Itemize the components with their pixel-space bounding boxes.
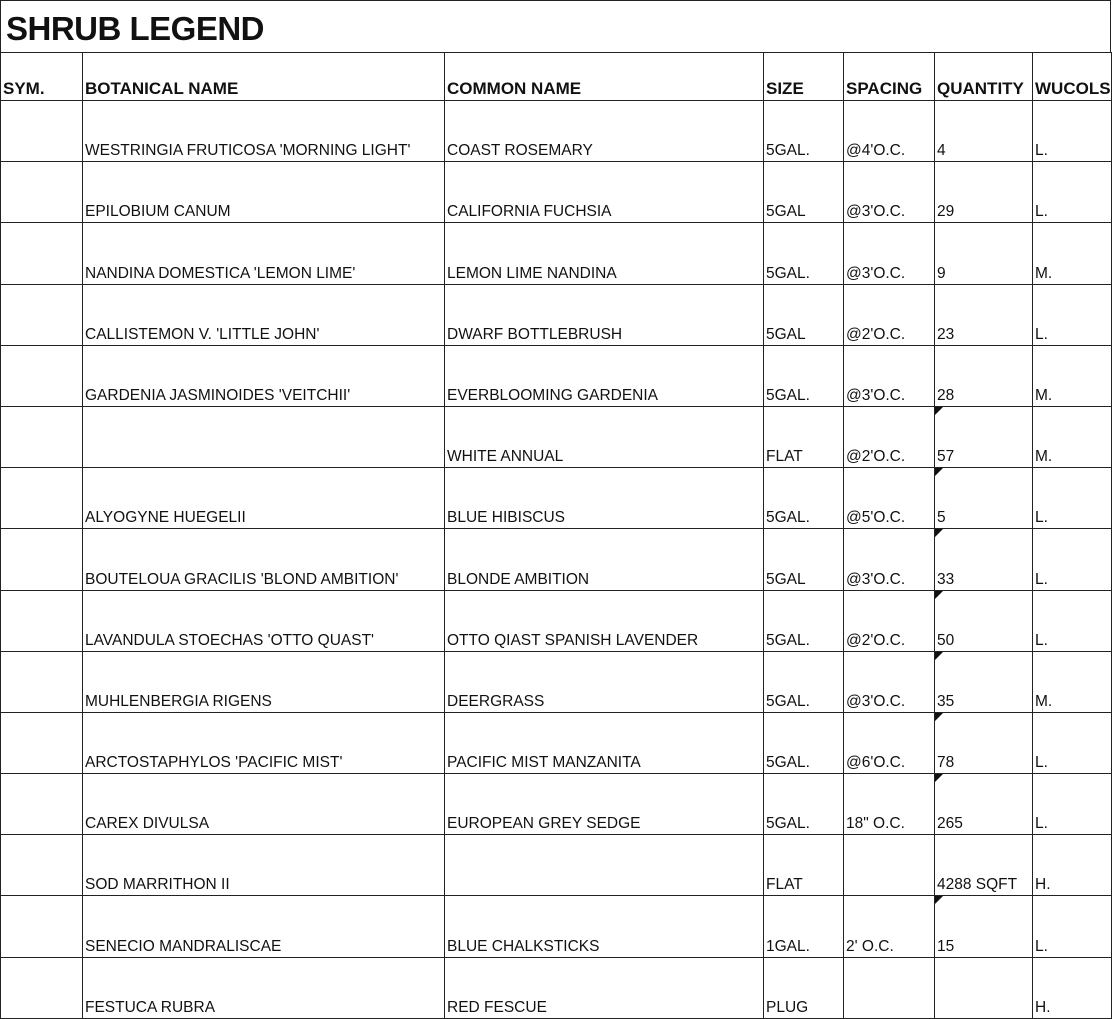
size-cell xyxy=(764,835,844,896)
common-name-cell xyxy=(445,896,764,957)
table-row xyxy=(1,468,1112,529)
title-row xyxy=(0,0,1111,52)
header-row xyxy=(1,53,1112,101)
sym-cell xyxy=(1,896,83,957)
wucols-cell xyxy=(1033,529,1112,590)
table-row xyxy=(1,101,1112,162)
sym-cell xyxy=(1,651,83,712)
table-row xyxy=(1,957,1112,1018)
size-text: 5GAL xyxy=(766,570,806,588)
sym-cell xyxy=(1,223,83,284)
botanical-name-text: CALLISTEMON V. 'LITTLE JOHN' xyxy=(85,325,320,343)
wucols-cell xyxy=(1033,712,1112,773)
sym-cell xyxy=(1,957,83,1018)
size-text: 5GAL xyxy=(766,203,806,221)
size-text: FLAT xyxy=(766,448,803,466)
common-name-text: WHITE ANNUAL xyxy=(447,448,564,466)
spacing-text: @2'O.C. xyxy=(846,631,906,649)
sym-cell xyxy=(1,712,83,773)
wucols-text: H. xyxy=(1035,998,1051,1016)
comment-indicator-icon xyxy=(935,591,943,599)
table-row xyxy=(1,345,1112,406)
wucols-text: L. xyxy=(1035,570,1048,588)
spacing-text: @5'O.C. xyxy=(846,509,906,527)
common-name-cell xyxy=(445,529,764,590)
quantity-text: 5 xyxy=(937,509,946,527)
common-name-text: DEERGRASS xyxy=(447,692,545,710)
table-row xyxy=(1,223,1112,284)
wucols-cell xyxy=(1033,162,1112,223)
size-cell xyxy=(764,896,844,957)
sym-cell xyxy=(1,590,83,651)
table-row xyxy=(1,835,1112,896)
size-text: 5GAL. xyxy=(766,509,810,527)
quantity-cell xyxy=(935,162,1033,223)
common-name-cell xyxy=(445,284,764,345)
size-text: 5GAL xyxy=(766,325,806,343)
botanical-name-text: BOUTELOUA GRACILIS 'BLOND AMBITION' xyxy=(85,570,399,588)
size-text: 5GAL. xyxy=(766,386,810,404)
common-name-cell xyxy=(445,468,764,529)
wucols-cell xyxy=(1033,651,1112,712)
column-header-common-name: COMMON NAME xyxy=(445,53,764,101)
botanical-name-text: WESTRINGIA FRUTICOSA 'MORNING LIGHT' xyxy=(85,142,411,160)
common-name-text: EUROPEAN GREY SEDGE xyxy=(447,815,641,833)
spacing-text: @3'O.C. xyxy=(846,386,906,404)
size-cell xyxy=(764,223,844,284)
table-row xyxy=(1,162,1112,223)
quantity-text: 4 xyxy=(937,142,946,160)
quantity-cell xyxy=(935,223,1033,284)
table-row xyxy=(1,712,1112,773)
common-name-cell xyxy=(445,774,764,835)
botanical-name-cell xyxy=(83,529,445,590)
sym-cell xyxy=(1,406,83,467)
botanical-name-text: ARCTOSTAPHYLOS 'PACIFIC MIST' xyxy=(85,754,343,772)
sym-cell xyxy=(1,162,83,223)
size-cell xyxy=(764,345,844,406)
comment-indicator-icon xyxy=(935,774,943,782)
wucols-text: H. xyxy=(1035,876,1051,894)
sym-cell xyxy=(1,529,83,590)
quantity-text: 23 xyxy=(937,325,955,343)
wucols-text: L. xyxy=(1035,509,1048,527)
column-header-size: SIZE xyxy=(764,53,844,101)
common-name-cell xyxy=(445,406,764,467)
quantity-cell xyxy=(935,651,1033,712)
botanical-name-text: FESTUCA RUBRA xyxy=(85,998,216,1016)
wucols-cell xyxy=(1033,223,1112,284)
botanical-name-cell xyxy=(83,468,445,529)
spacing-cell xyxy=(844,223,935,284)
wucols-text: M. xyxy=(1035,264,1053,282)
botanical-name-cell xyxy=(83,957,445,1018)
size-text: 5GAL. xyxy=(766,631,810,649)
quantity-text: 29 xyxy=(937,203,955,221)
size-text: 5GAL. xyxy=(766,692,810,710)
botanical-name-cell xyxy=(83,835,445,896)
common-name-text: CALIFORNIA FUCHSIA xyxy=(447,203,612,221)
table-row xyxy=(1,651,1112,712)
quantity-text: 265 xyxy=(937,815,963,833)
common-name-cell xyxy=(445,223,764,284)
botanical-name-cell xyxy=(83,712,445,773)
column-header-quantity: QUANTITY xyxy=(935,53,1033,101)
quantity-cell xyxy=(935,774,1033,835)
table-row xyxy=(1,590,1112,651)
spacing-cell xyxy=(844,162,935,223)
size-text: 5GAL. xyxy=(766,754,810,772)
sym-cell xyxy=(1,101,83,162)
table-row xyxy=(1,284,1112,345)
botanical-name-text: LAVANDULA STOECHAS 'OTTO QUAST' xyxy=(85,631,375,649)
spacing-cell xyxy=(844,101,935,162)
wucols-text: L. xyxy=(1035,754,1048,772)
size-cell xyxy=(764,957,844,1018)
quantity-cell xyxy=(935,529,1033,590)
size-cell xyxy=(764,406,844,467)
wucols-text: L. xyxy=(1035,142,1048,160)
wucols-text: L. xyxy=(1035,937,1048,955)
sym-cell xyxy=(1,284,83,345)
size-cell xyxy=(764,774,844,835)
quantity-text: 4288 SQFT xyxy=(937,876,1018,894)
quantity-cell xyxy=(935,284,1033,345)
spacing-text: @3'O.C. xyxy=(846,203,906,221)
wucols-text: L. xyxy=(1035,815,1048,833)
quantity-cell xyxy=(935,406,1033,467)
sym-cell xyxy=(1,345,83,406)
botanical-name-cell xyxy=(83,896,445,957)
common-name-cell xyxy=(445,162,764,223)
size-text: 1GAL. xyxy=(766,937,810,955)
botanical-name-cell xyxy=(83,284,445,345)
quantity-text: 35 xyxy=(937,692,955,710)
table-row xyxy=(1,406,1112,467)
spacing-text: 18" O.C. xyxy=(846,815,905,833)
shrub-legend-table xyxy=(0,52,1112,1019)
spacing-text: @4'O.C. xyxy=(846,142,906,160)
quantity-text: 15 xyxy=(937,937,955,955)
botanical-name-text: SENECIO MANDRALISCAE xyxy=(85,937,282,955)
quantity-cell xyxy=(935,468,1033,529)
common-name-text: LEMON LIME NANDINA xyxy=(447,264,617,282)
common-name-cell xyxy=(445,590,764,651)
wucols-cell xyxy=(1033,896,1112,957)
quantity-cell xyxy=(935,345,1033,406)
common-name-text: BLONDE AMBITION xyxy=(447,570,590,588)
wucols-cell xyxy=(1033,835,1112,896)
spacing-text: @3'O.C. xyxy=(846,692,906,710)
table-row xyxy=(1,529,1112,590)
size-cell xyxy=(764,712,844,773)
comment-indicator-icon xyxy=(935,713,943,721)
sym-cell xyxy=(1,774,83,835)
common-name-text: DWARF BOTTLEBRUSH xyxy=(447,325,623,343)
common-name-text: BLUE HIBISCUS xyxy=(447,509,566,527)
wucols-text: M. xyxy=(1035,692,1053,710)
wucols-cell xyxy=(1033,590,1112,651)
common-name-cell xyxy=(445,835,764,896)
wucols-text: L. xyxy=(1035,631,1048,649)
spacing-cell xyxy=(844,345,935,406)
common-name-text: BLUE CHALKSTICKS xyxy=(447,937,600,955)
spacing-cell xyxy=(844,651,935,712)
legend-body xyxy=(1,101,1112,1019)
column-header-botanical-name: BOTANICAL NAME xyxy=(83,53,445,101)
botanical-name-text: SOD MARRITHON II xyxy=(85,876,230,894)
spacing-cell xyxy=(844,774,935,835)
common-name-cell xyxy=(445,651,764,712)
wucols-cell xyxy=(1033,957,1112,1018)
size-cell xyxy=(764,284,844,345)
legend-title: SHRUB LEGEND xyxy=(6,10,265,47)
column-header-wucols: WUCOLS xyxy=(1033,53,1112,101)
botanical-name-cell xyxy=(83,101,445,162)
size-cell xyxy=(764,468,844,529)
quantity-text: 57 xyxy=(937,448,955,466)
botanical-name-cell xyxy=(83,590,445,651)
quantity-text: 78 xyxy=(937,754,955,772)
common-name-cell xyxy=(445,345,764,406)
spacing-cell xyxy=(844,406,935,467)
column-header-spacing: SPACING xyxy=(844,53,935,101)
quantity-cell xyxy=(935,835,1033,896)
wucols-text: M. xyxy=(1035,386,1053,404)
botanical-name-cell xyxy=(83,223,445,284)
spacing-text: @3'O.C. xyxy=(846,570,906,588)
wucols-cell xyxy=(1033,345,1112,406)
wucols-cell xyxy=(1033,101,1112,162)
quantity-cell xyxy=(935,896,1033,957)
wucols-text: L. xyxy=(1035,203,1048,221)
spacing-cell xyxy=(844,896,935,957)
comment-indicator-icon xyxy=(935,468,943,476)
wucols-cell xyxy=(1033,774,1112,835)
size-text: 5GAL. xyxy=(766,264,810,282)
botanical-name-cell xyxy=(83,345,445,406)
comment-indicator-icon xyxy=(935,529,943,537)
botanical-name-cell xyxy=(83,774,445,835)
botanical-name-text: CAREX DIVULSA xyxy=(85,815,210,833)
size-cell xyxy=(764,162,844,223)
common-name-cell xyxy=(445,101,764,162)
wucols-cell xyxy=(1033,406,1112,467)
spacing-cell xyxy=(844,590,935,651)
size-cell xyxy=(764,101,844,162)
spacing-text: 2' O.C. xyxy=(846,937,894,955)
table-row xyxy=(1,896,1112,957)
spacing-cell xyxy=(844,957,935,1018)
spacing-cell xyxy=(844,468,935,529)
quantity-text: 28 xyxy=(937,386,955,404)
botanical-name-text: GARDENIA JASMINOIDES 'VEITCHII' xyxy=(85,386,351,404)
botanical-name-text: MUHLENBERGIA RIGENS xyxy=(85,692,272,710)
comment-indicator-icon xyxy=(935,407,943,415)
spacing-text: @2'O.C. xyxy=(846,448,906,466)
spacing-cell xyxy=(844,529,935,590)
wucols-text: M. xyxy=(1035,448,1053,466)
comment-indicator-icon xyxy=(935,896,943,904)
botanical-name-cell xyxy=(83,651,445,712)
common-name-text: RED FESCUE xyxy=(447,998,547,1016)
common-name-text: COAST ROSEMARY xyxy=(447,142,593,160)
spacing-text: @2'O.C. xyxy=(846,325,906,343)
wucols-cell xyxy=(1033,468,1112,529)
botanical-name-cell xyxy=(83,162,445,223)
botanical-name-text: NANDINA DOMESTICA 'LEMON LIME' xyxy=(85,264,356,282)
common-name-text: EVERBLOOMING GARDENIA xyxy=(447,386,659,404)
quantity-text: 9 xyxy=(937,264,946,282)
quantity-cell xyxy=(935,712,1033,773)
common-name-cell xyxy=(445,957,764,1018)
size-cell xyxy=(764,651,844,712)
table-row xyxy=(1,774,1112,835)
common-name-cell xyxy=(445,712,764,773)
sym-cell xyxy=(1,835,83,896)
spacing-text: @3'O.C. xyxy=(846,264,906,282)
spacing-cell xyxy=(844,284,935,345)
quantity-cell xyxy=(935,101,1033,162)
botanical-name-text: EPILOBIUM CANUM xyxy=(85,203,231,221)
size-text: FLAT xyxy=(766,876,803,894)
wucols-cell xyxy=(1033,284,1112,345)
size-text: 5GAL. xyxy=(766,142,810,160)
quantity-cell xyxy=(935,590,1033,651)
spacing-cell xyxy=(844,835,935,896)
spacing-cell xyxy=(844,712,935,773)
quantity-text: 50 xyxy=(937,631,955,649)
size-text: 5GAL. xyxy=(766,815,810,833)
botanical-name-cell xyxy=(83,406,445,467)
botanical-name-text: ALYOGYNE HUEGELII xyxy=(85,509,246,527)
sym-cell xyxy=(1,468,83,529)
quantity-cell xyxy=(935,957,1033,1018)
common-name-text: PACIFIC MIST MANZANITA xyxy=(447,754,641,772)
wucols-text: L. xyxy=(1035,325,1048,343)
size-cell xyxy=(764,590,844,651)
quantity-text: 33 xyxy=(937,570,955,588)
common-name-text: OTTO QIAST SPANISH LAVENDER xyxy=(447,631,699,649)
size-text: PLUG xyxy=(766,998,809,1016)
size-cell xyxy=(764,529,844,590)
column-header-sym: SYM. xyxy=(1,53,83,101)
comment-indicator-icon xyxy=(935,652,943,660)
spacing-text: @6'O.C. xyxy=(846,754,906,772)
